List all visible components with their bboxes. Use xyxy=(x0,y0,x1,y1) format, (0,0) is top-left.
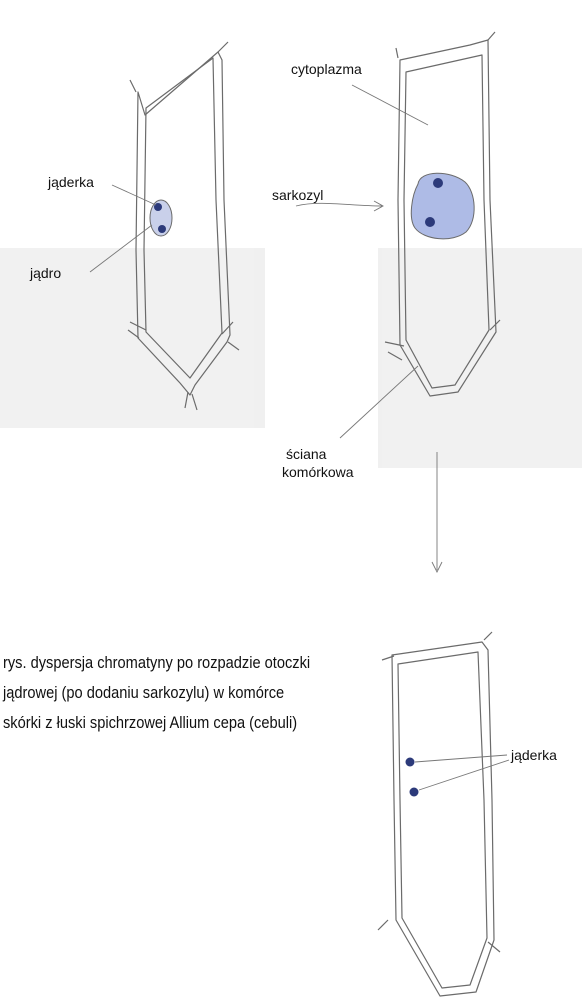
label-nucleoli-top: jąderka xyxy=(48,174,94,190)
cell-3-inner-wall xyxy=(398,652,487,988)
label-sarkosyl: sarkozyl xyxy=(272,187,324,203)
nucleolus-1b xyxy=(158,225,166,233)
label-cell-wall-line2: komórkowa xyxy=(282,464,354,480)
nucleolus-3b xyxy=(410,788,419,797)
cell-3 xyxy=(378,632,500,996)
paper-texture xyxy=(0,248,582,468)
leader-lines-3 xyxy=(415,755,509,790)
label-cytoplasm: cytoplazma xyxy=(291,61,362,77)
nucleolus-3a xyxy=(406,758,415,767)
label-nucleoli-bottom: jąderka xyxy=(511,747,557,763)
cell-3-outer-wall xyxy=(392,642,494,996)
figure-caption xyxy=(3,648,313,738)
cell-3-wall-junction-left xyxy=(378,656,394,930)
nucleus-1 xyxy=(150,200,172,236)
nucleus-2 xyxy=(411,173,474,239)
label-cell-wall-line1: ściana xyxy=(286,446,327,462)
nucleolus-2a xyxy=(433,178,443,188)
leader-nucleoli-bottom-b xyxy=(419,760,509,790)
nucleoli-3 xyxy=(406,758,419,797)
caption-line-3: skórki z łuski spichrzowej Allium cepa (cebuli) xyxy=(3,713,298,732)
cell-2-wall-junction-top xyxy=(396,32,495,58)
leader-nucleoli-top xyxy=(112,185,156,205)
nucleolus-2b xyxy=(425,217,435,227)
leader-nucleoli-bottom-a xyxy=(415,755,507,762)
caption-line-1: rys. dyspersja chromatyny po rozpadzie otoczki xyxy=(3,653,311,672)
leader-cytoplasm xyxy=(352,85,428,125)
label-nucleus: jądro xyxy=(30,265,62,281)
caption-line-2: jądrowej (po dodaniu sarkozylu) w komórce xyxy=(3,683,285,702)
